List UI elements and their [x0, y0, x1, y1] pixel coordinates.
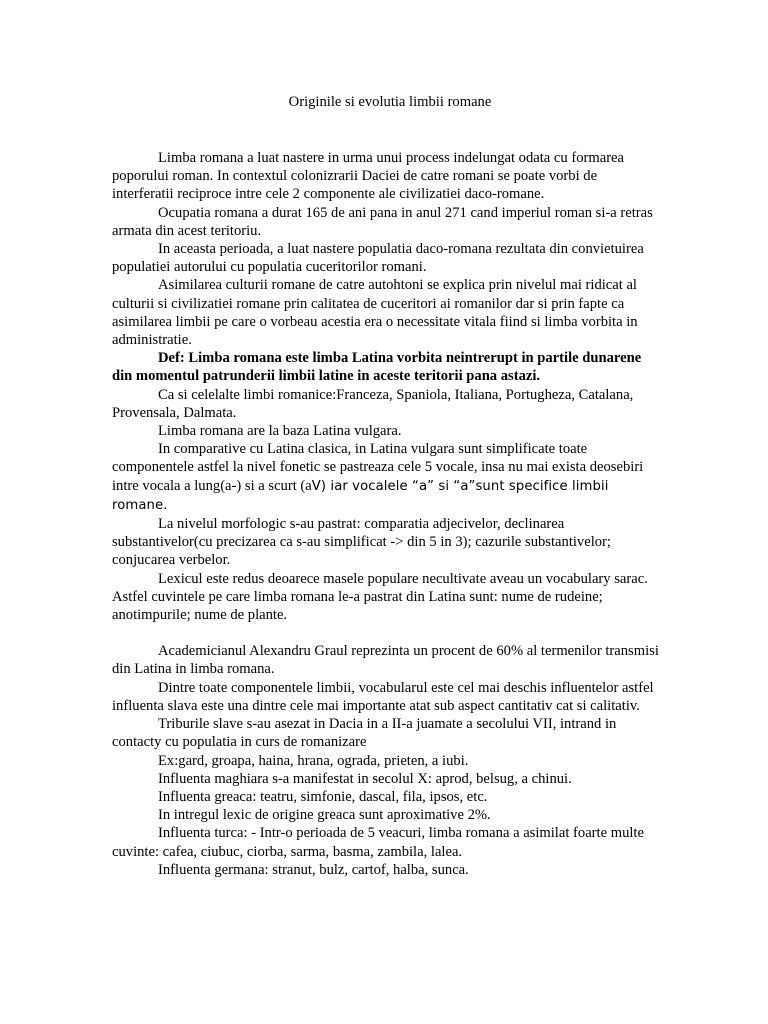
paragraph-15: Influenta maghiara s-a manifestat in secolul X: aprod, belsug, a chinui. — [158, 770, 572, 787]
paragraph-17: In intregul lexic de origine greaca sunt aproximative 2%. — [158, 807, 491, 824]
paragraph-18: Influenta turca: - Intr-o perioada de 5 veacuri, limba romana a asimilat foarte multe cuvinte: cafea, ciubuc, ciorba, sarma, basma, zambila, lalea. — [112, 825, 644, 860]
paragraph-3: In aceasta perioada, a luat nastere populatia daco-romana rezultata din convietuirea populatiei autorului cu populatia cuceritorilor romani. — [112, 241, 644, 276]
paragraph-16: Influenta greaca: teatru, simfonie, dascal, fila, ipsos, etc. — [158, 788, 488, 805]
paragraph-8 — [112, 440, 660, 515]
paragraph-8-text: In comparative cu Latina clasica, in Latina vulgara sunt simplificate toate componentele astfel la nivel fonetic se pastreaza cele 5 vocale, insa nu mai exista deosebiri intre vocala a lung(a-) si a scurt (a — [112, 441, 644, 494]
paragraph-19: Influenta germana: stranut, bulz, cartof, halba, sunca. — [158, 861, 469, 878]
paragraph-1: Limba romana a luat nastere in urma unui process indelungat odata cu formarea poporului roman. In contextul colonizrarii Daciei de catre romani se poate vorbi de interferatii reciproce intre cele 2 componente ale civilizatiei daco-romane. — [112, 150, 625, 203]
paragraph-8-tail: V) iar vocalele “a” si “a”sunt specifice limbii romane. — [112, 478, 609, 513]
paragraph-gap — [112, 624, 660, 642]
paragraph-13: Triburile slave s-au asezat in Dacia in a II-a juamate a secolului VII, intrand in contacty cu populatia in curs de romanizare — [112, 716, 617, 751]
paragraph-14: Ex:gard, groapa, haina, hrana, ograda, prieten, a iubi. — [158, 752, 469, 769]
paragraph-10: Lexicul este redus deoarece masele populare necultivate aveau un vocabulary sarac. Astfel cuvintele pe care limba romana le-a pastrat din Latina sunt: nume de rudeine; anotimpurile; nume de plante. — [112, 570, 648, 624]
paragraph-4: Asimilarea culturii romane de catre autohtoni se explica prin nivelul mai ridicat al culturii si civilizatiei romane prin calitatea de cuceritori ai romanilor dar si prin fapte ca asimilarea limbii pe care o vorbeau acestia era o necessitate vitala fiind si limba vorbita in administratie. — [112, 277, 638, 349]
paragraph-9: La nivelul morfologic s-au pastrat: comparatia adjecivelor, declinarea substantivelor(cu precizarea ca s-au simplificat -> din 5 in 3); cazurile substantivelor; conjucarea verbelor. — [112, 516, 611, 569]
paragraph-7: Limba romana are la baza Latina vulgara. — [158, 423, 402, 440]
paragraph-12: Dintre toate componentele limbii, vocabularul este cel mai deschis influentelor astfel influenta slava este una dintre cele mai importante atat sub aspect cantitativ cat si calitativ. — [112, 679, 654, 714]
paragraph-11: Academicianul Alexandru Graul reprezinta un procent de 60% al termenilor transmisi din Latina in limba romana. — [112, 643, 659, 678]
document-title: Originile si evolutia limbii romane — [288, 94, 492, 110]
document-body — [112, 149, 660, 879]
definition-paragraph: Def: Limba romana este limba Latina vorbita neintrerupt in partile dunarene din momentul patrunderii limbii latine in aceste teritorii pana astazi. — [112, 350, 642, 385]
paragraph-6: Ca si celelalte limbi romanice:Franceza, Spaniola, Italiana, Portugheza, Catalana, Provensala, Dalmata. — [112, 386, 634, 421]
paragraph-2: Ocupatia romana a durat 165 de ani pana in anul 271 cand imperiul roman si-a retras armata din acest teritoriu. — [112, 204, 653, 239]
